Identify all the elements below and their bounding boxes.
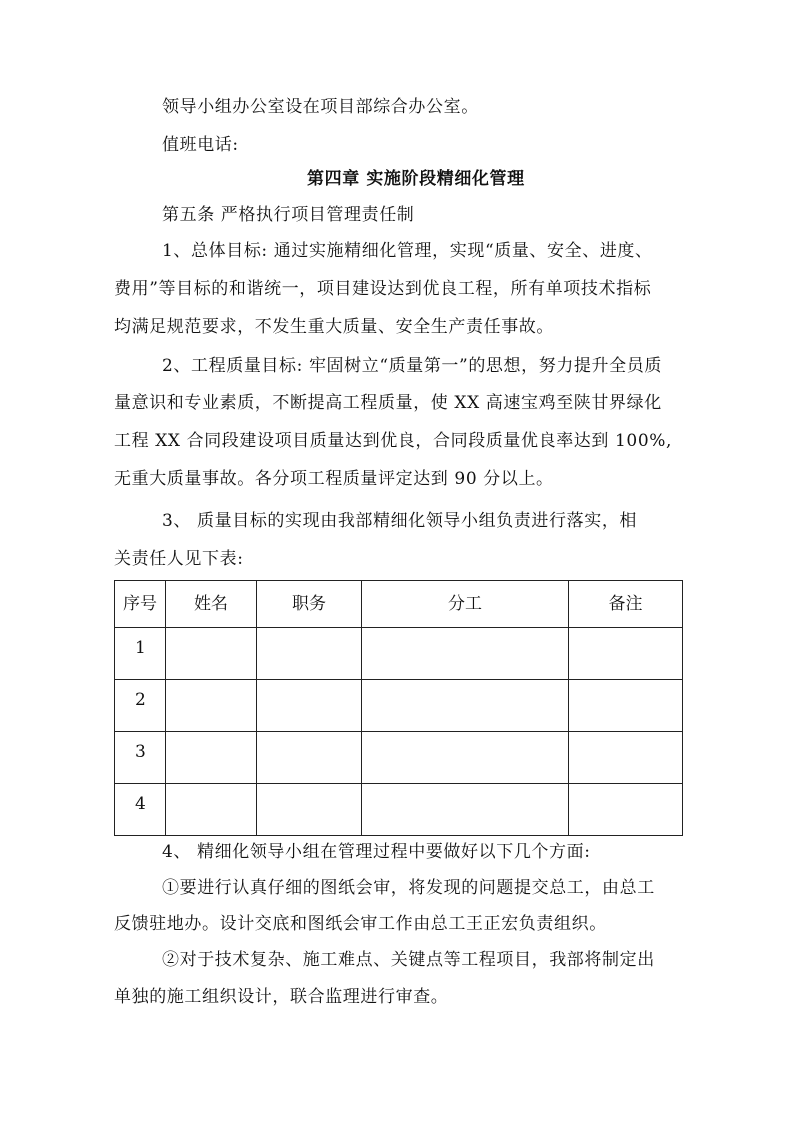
item1-line2: 反馈驻地办。设计交底和图纸会审工作由总工王正宏负责组织。 xyxy=(114,914,607,934)
cell-division xyxy=(362,628,569,680)
header-remarks: 备注 xyxy=(569,581,683,628)
article-title: 第五条 严格执行项目管理责任制 xyxy=(162,205,415,225)
para2-line2: 量意识和专业素质，不断提高工程质量，使 XX 高速宝鸡至陕甘界绿化 xyxy=(114,393,662,413)
cell-remarks xyxy=(569,784,683,836)
para4-line1: 4、 精细化领导小组在管理过程中要做好以下几个方面: xyxy=(162,842,591,862)
cell-seq: 1 xyxy=(115,628,166,680)
cell-division xyxy=(362,680,569,732)
cell-name xyxy=(166,784,257,836)
item2-line2: 单独的施工组织设计，联合监理进行审查。 xyxy=(114,987,449,1007)
para3-line1: 3、 质量目标的实现由我部精细化领导小组负责进行落实，相 xyxy=(162,511,638,531)
table-row xyxy=(115,732,683,784)
header-name: 姓名 xyxy=(166,581,257,628)
para1-line2: 费用”等目标的和谐统一，项目建设达到优良工程，所有单项技术指标 xyxy=(114,279,652,299)
cell-seq: 4 xyxy=(115,784,166,836)
chapter-title: 第四章 实施阶段精细化管理 xyxy=(307,169,525,189)
cell-remarks xyxy=(569,732,683,784)
cell-seq: 2 xyxy=(115,680,166,732)
cell-position xyxy=(257,732,362,784)
header-division: 分工 xyxy=(362,581,569,628)
table-row xyxy=(115,784,683,836)
table-header-row xyxy=(115,581,683,628)
cell-position xyxy=(257,784,362,836)
cell-remarks xyxy=(569,628,683,680)
cell-position xyxy=(257,628,362,680)
responsibility-table xyxy=(114,580,683,836)
header-seq: 序号 xyxy=(115,581,166,628)
para1-line3: 均满足规范要求，不发生重大质量、安全生产责任事故。 xyxy=(114,317,554,337)
para1-line1: 1、总体目标: 通过实施精细化管理，实现“质量、安全、进度、 xyxy=(162,241,653,261)
table-row xyxy=(115,628,683,680)
cell-name xyxy=(166,732,257,784)
para2-line3: 工程 XX 合同段建设项目质量达到优良，合同段质量优良率达到 100%, xyxy=(114,431,673,451)
header-position: 职务 xyxy=(257,581,362,628)
table-row xyxy=(115,680,683,732)
item2-line1: ②对于技术复杂、施工难点、关键点等工程项目，我部将制定出 xyxy=(162,950,655,970)
para3-line2: 关责任人见下表: xyxy=(114,549,244,569)
cell-name xyxy=(166,628,257,680)
item1-line1: ①要进行认真仔细的图纸会审，将发现的问题提交总工，由总工 xyxy=(162,878,655,898)
cell-division xyxy=(362,732,569,784)
office-location-line: 领导小组办公室设在项目部综合办公室。 xyxy=(162,97,479,117)
cell-division xyxy=(362,784,569,836)
cell-remarks xyxy=(569,680,683,732)
cell-seq: 3 xyxy=(115,732,166,784)
cell-position xyxy=(257,680,362,732)
cell-name xyxy=(166,680,257,732)
para2-line1: 2、工程质量目标: 牢固树立“质量第一”的思想，努力提升全员质 xyxy=(162,356,662,376)
duty-phone-line: 值班电话: xyxy=(162,135,239,155)
para2-line4: 无重大质量事故。各分项工程质量评定达到 90 分以上。 xyxy=(114,469,554,489)
